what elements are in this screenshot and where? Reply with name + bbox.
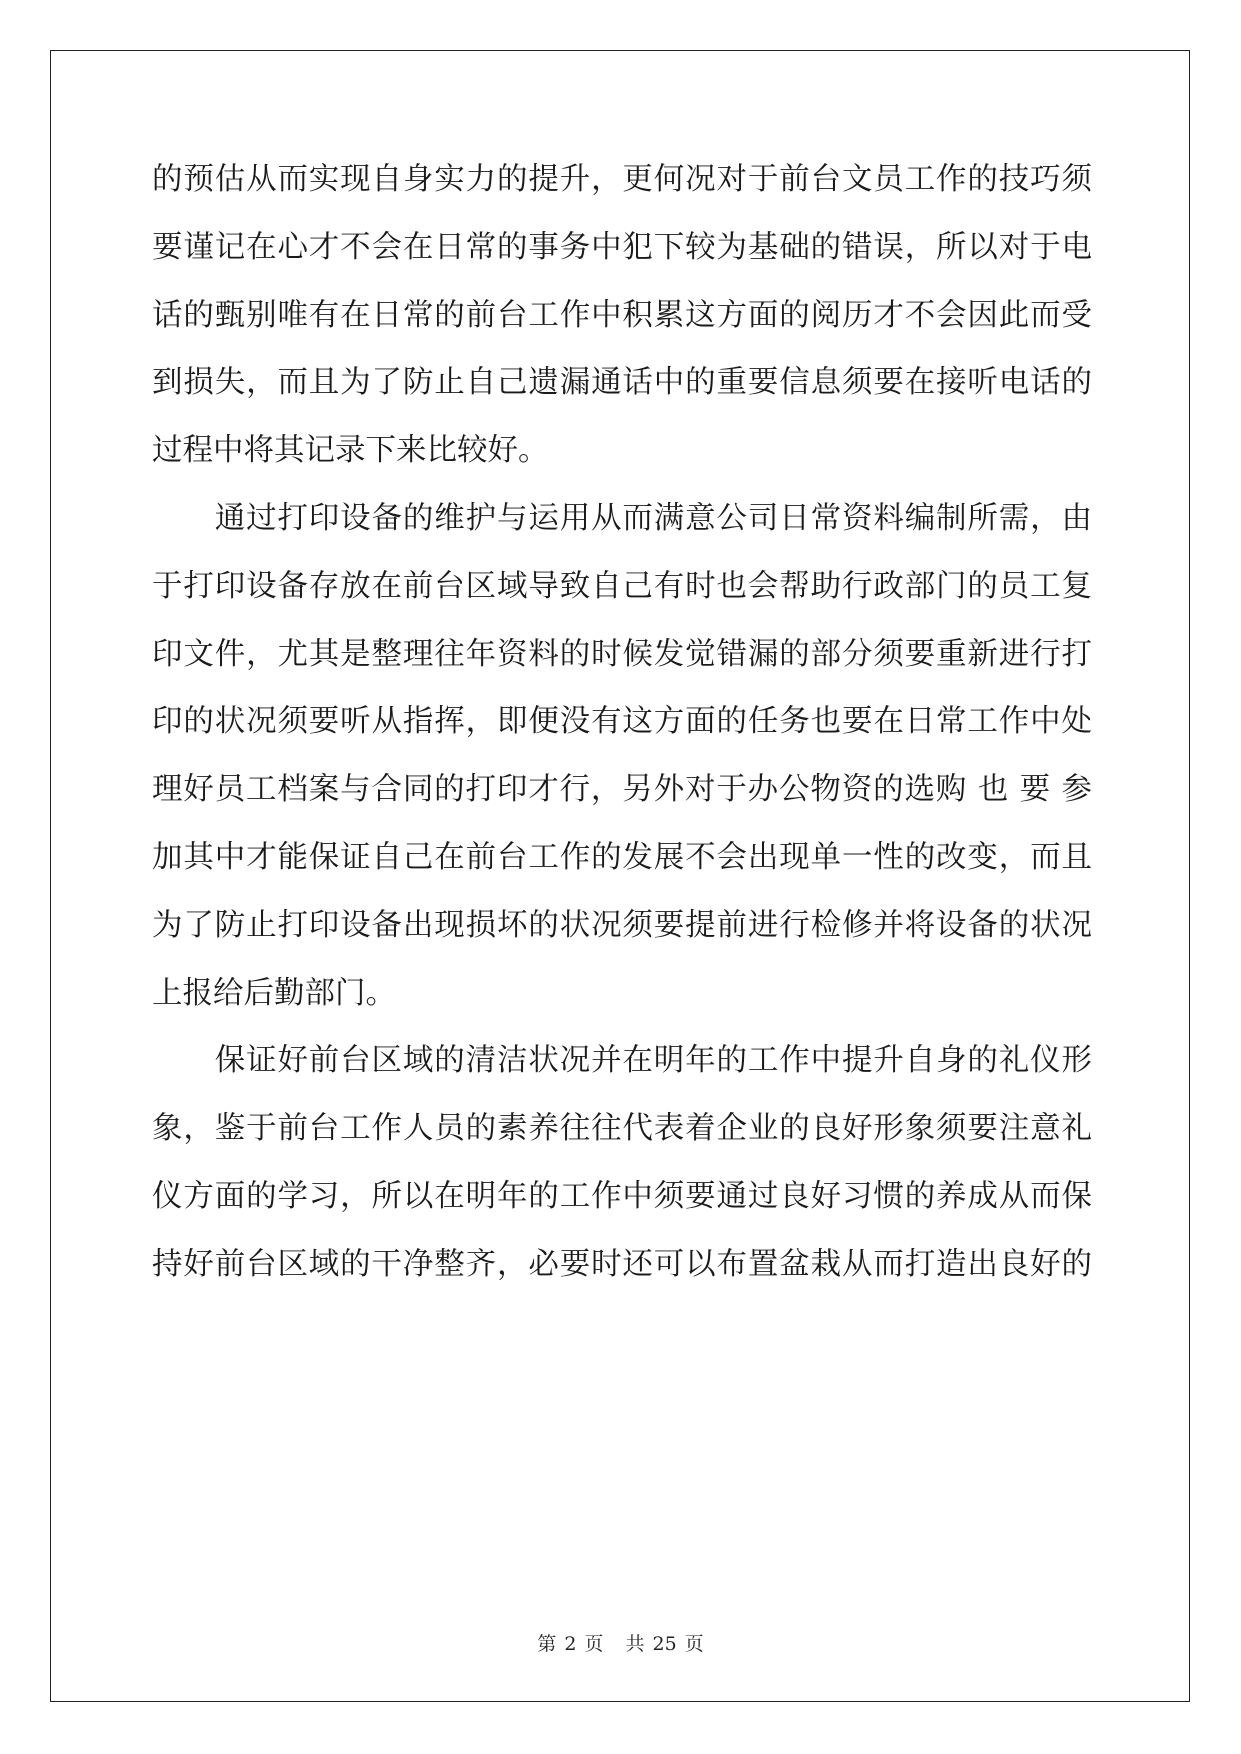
total-suffix: 页	[684, 1633, 704, 1655]
page-footer	[0, 1629, 1241, 1656]
total-indicator	[621, 1633, 707, 1655]
page-number: 2	[564, 1633, 577, 1655]
page-prefix: 第	[537, 1633, 557, 1655]
page-indicator	[533, 1633, 607, 1655]
text-line: 为了防止打印设备出现损坏的状况须要提前进行检修并将设备的状况	[152, 907, 1092, 943]
page-suffix: 页	[584, 1633, 604, 1655]
text-line: 上报给后勤部门。	[152, 975, 396, 1011]
total-prefix: 共	[625, 1633, 645, 1655]
text-line: 加其中才能保证自己在前台工作的发展不会出现单一性的改变，而且	[152, 839, 1092, 875]
text-line: 印文件，尤其是整理往年资料的时候发觉错漏的部分须要重新进行打	[152, 636, 1092, 672]
text-line: 过程中将其记录下来比较好。	[152, 433, 549, 469]
text-line: 持好前台区域的干净整齐，必要时还可以布置盆栽从而打造出良好的	[152, 1246, 1092, 1282]
text-line: 保证好前台区域的清洁状况并在明年的工作中提升自身的礼仪形	[152, 1043, 1092, 1079]
text-line: 仪方面的学习，所以在明年的工作中须要通过良好习惯的养成从而保	[152, 1178, 1092, 1214]
text-line: 通过打印设备的维护与运用从而满意公司日常资料编制所需，由	[152, 500, 1092, 536]
text-line: 的预估从而实现自身实力的提升，更何况对于前台文员工作的技巧须	[152, 162, 1092, 197]
text-line: 话的甄别唯有在日常的前台工作中积累这方面的阅历才不会因此而受	[152, 297, 1092, 333]
text-line: 象，鉴于前台工作人员的素养往往代表着企业的良好形象须要注意礼	[152, 1111, 1092, 1147]
text-line: 要谨记在心才不会在日常的事务中犯下较为基础的错误，所以对于电	[152, 229, 1092, 265]
text-line: 于打印设备存放在前台区域导致自己有时也会帮助行政部门的员工复	[152, 568, 1092, 604]
text-line: 理好员工档案与合同的打印才行，另外对于办公物资的选购 也 要 参	[152, 772, 1092, 808]
document-body	[152, 160, 1092, 1313]
text-line: 到损失，而且为了防止自己遗漏通话中的重要信息须要在接听电话的	[152, 365, 1092, 401]
text-line: 印的状况须要听从指挥，即便没有这方面的任务也要在日常工作中处	[152, 704, 1092, 740]
total-pages: 25	[652, 1633, 677, 1655]
